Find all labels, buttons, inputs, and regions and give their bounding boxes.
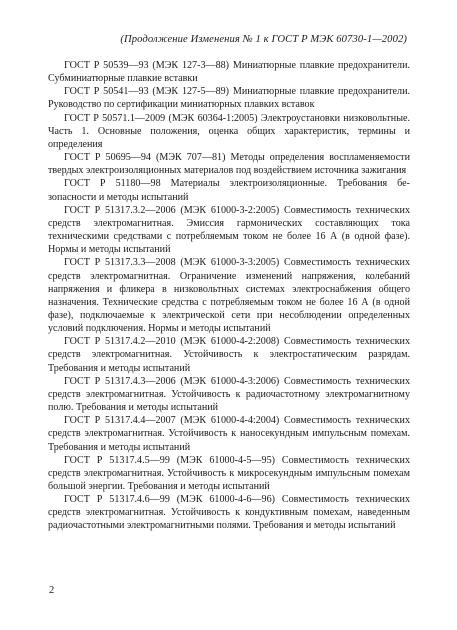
list-item: ГОСТ Р 51317.4.2—2010 (МЭК 61000-4-2:2008) Совместимость технических средств электромагнитная. Устойчивость к электростатическим разрядам. Требования и методы испытаний <box>48 336 410 374</box>
list-item: ГОСТ Р 50541—93 (МЭК 127-5—89) Миниатюрные плавкие предохранители. Руководство по сертификации миниатюрных плавких вставок <box>48 86 410 111</box>
list-item: ГОСТ Р 50539—93 (МЭК 127-3—88) Миниатюрные плавкие предохранители. Субминиатюрные плавкие вставки <box>48 60 410 85</box>
list-item: ГОСТ Р 50571.1—2009 (МЭК 60364-1:2005) Электроустановки низковольтные. Часть 1. Основные положения, оценка общих характеристик, термины и определения <box>48 112 410 150</box>
list-item: ГОСТ Р 51317.4.6—99 (МЭК 61000-4-6—96) Совместимость технических средств электромагнитная. Устойчивость к кондуктивным помехам, наведенным радиочастотными электромагнитными полями. Требования и методы испытаний <box>48 494 410 532</box>
list-item: ГОСТ Р 51317.4.3—2006 (МЭК 61000-4-3:2006) Совместимость технических средств электромагнитная. Устойчивость к радиочастотному электромагнитному полю. Требования и методы испытаний <box>48 375 410 414</box>
page-number: 2 <box>49 585 55 596</box>
list-item: ГОСТ Р 51180—98 Материалы электроизоляционные. Требования безопасности и методы испытаний <box>48 178 410 203</box>
running-header: (Продолжение Изменения № 1 к ГОСТ Р МЭК 60730-1—2002) <box>120 34 407 45</box>
standards-list <box>48 59 410 533</box>
list-item: ГОСТ Р 51317.4.5—99 (МЭК 61000-4-5—95) Совместимость технических средств электромагнитная. Устойчивость к микросекундным импульсным помехам большой энергии. Требования и методы испытаний <box>48 454 410 492</box>
list-item: ГОСТ Р 51317.4.4—2007 (МЭК 61000-4-4:2004) Совместимость технических средств электромагнитная. Устойчивость к наносекундным импульсным помехам. Требования и методы испытаний <box>48 415 410 453</box>
list-item: ГОСТ Р 51317.3.3—2008 (МЭК 61000-3-3:2005) Совместимость технических средств электромагнитная. Ограничение изменений напряжения, колебаний напряжения и фликера в низковольтных системах электроснабжения общего назначения. Технические средства с потребляемым током не более 16 А (в одной фазе), подключаемые к электрической сети при несоблюдении определенных условий подключения. Нормы и методы испытаний <box>48 257 410 335</box>
list-item: ГОСТ Р 51317.3.2—2006 (МЭК 61000-3-2:2005) Совместимость технических средств электромагнитная. Эмиссия гармонических составляющих тока техническими средствами с потребляемым током не более 16 А (в одной фазе). Нормы и методы испытаний <box>48 204 410 256</box>
list-item: ГОСТ Р 50695—94 (МЭК 707—81) Методы определения воспламеняемости твердых электроизоляционных материалов под воздействием источника зажигания <box>48 152 410 177</box>
